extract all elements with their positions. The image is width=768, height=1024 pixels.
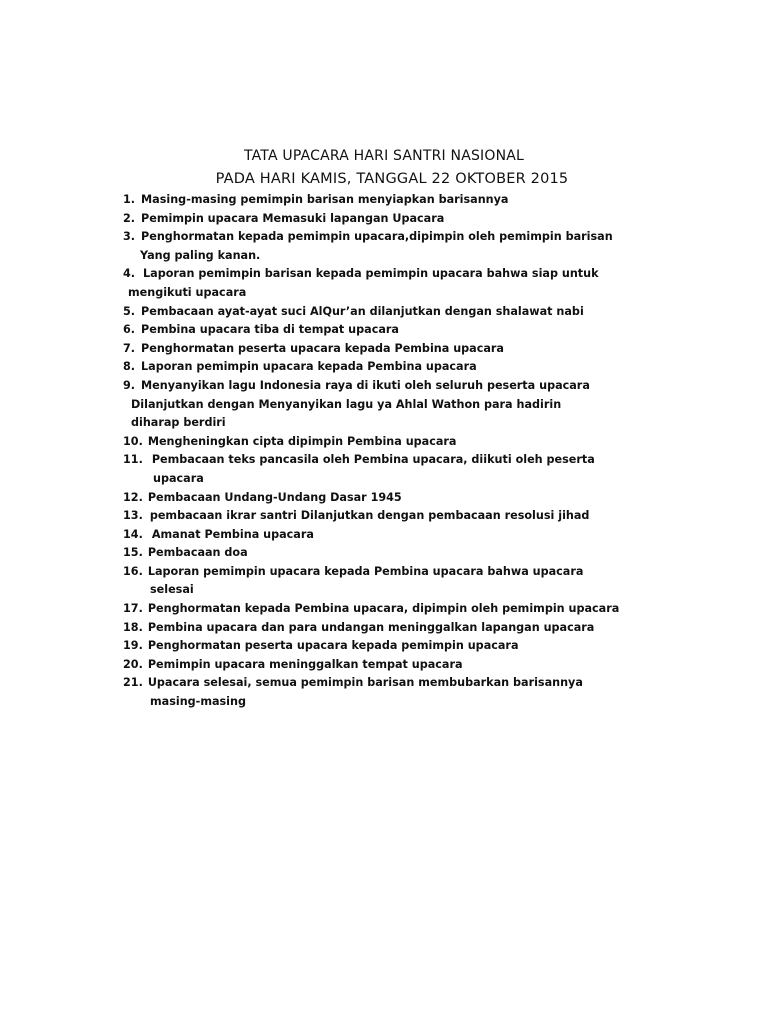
agenda-item-number: 14. (123, 527, 143, 541)
agenda-item-text: Penghormatan peserta upacara kepada pemimpin upacara (147, 639, 519, 653)
agenda-item-number: 2. (123, 211, 136, 225)
agenda-item-text: Penghormatan kepada pemimpin upacara,dipimpin oleh pemimpin barisan (141, 230, 613, 244)
agenda-item-line (123, 191, 643, 210)
agenda-item-text: Pembacaan ayat-ayat suci AlQur’an dilanjutkan dengan shalawat nabi (141, 304, 584, 318)
agenda-item (123, 265, 643, 302)
agenda-list (123, 191, 643, 712)
agenda-item-text: pembacaan ikrar santri Dilanjutkan dengan pembacaan resolusi jihad (149, 509, 590, 523)
agenda-item-text: Laporan pemimpin upacara kepada Pembina upacara bahwa upacara (147, 564, 584, 578)
agenda-item-line (123, 451, 643, 470)
agenda-item-number: 12. (123, 490, 143, 504)
agenda-item-number: 5. (123, 304, 136, 318)
agenda-item-text: Upacara selesai, semua pemimpin barisan membubarkan barisannya (147, 676, 583, 690)
agenda-item-line (123, 637, 643, 656)
agenda-item (123, 340, 643, 359)
agenda-item-line (123, 210, 643, 229)
agenda-item-number: 4. (123, 267, 136, 281)
agenda-item-line (123, 526, 643, 545)
agenda-item-text: Pembacaan Undang-Undang Dasar 1945 (147, 490, 402, 504)
agenda-item-number: 11. (123, 453, 143, 467)
agenda-item-number: 16. (123, 564, 143, 578)
agenda-item-continuation: mengikuti upacara (128, 285, 247, 299)
agenda-item (123, 210, 643, 229)
agenda-item (123, 526, 643, 545)
agenda-item (123, 191, 643, 210)
agenda-item (123, 507, 643, 526)
agenda-item-text: Pemimpin upacara Memasuki lapangan Upacara (141, 211, 445, 225)
document-title-line-1: TATA UPACARA HARI SANTRI NASIONAL (243, 148, 525, 164)
agenda-item-continuation: Yang paling kanan. (140, 248, 261, 262)
agenda-item (123, 358, 643, 377)
agenda-item (123, 228, 643, 265)
document-title-line-2: PADA HARI KAMIS, TANGGAL 22 OKTOBER 2015 (215, 171, 569, 187)
agenda-item-number: 3. (123, 230, 136, 244)
agenda-item-number: 1. (123, 193, 136, 206)
agenda-item-text: Pembina upacara tiba di tempat upacara (141, 323, 399, 337)
agenda-item-line (123, 507, 643, 526)
agenda-item-number: 9. (123, 378, 136, 392)
agenda-item-number: 6. (123, 323, 136, 337)
agenda-item-number: 17. (123, 602, 143, 616)
agenda-item (123, 637, 643, 656)
agenda-item-text: Menyanyikan lagu Indonesia raya di ikuti oleh seluruh peserta upacara (141, 378, 590, 392)
agenda-item (123, 489, 643, 508)
agenda-item (123, 544, 643, 563)
agenda-item (123, 451, 643, 488)
agenda-item-line (123, 674, 643, 693)
agenda-item (123, 563, 643, 600)
agenda-item-continuation: upacara (153, 471, 204, 485)
agenda-item-text: Pembina upacara dan para undangan meninggalkan lapangan upacara (147, 620, 595, 634)
agenda-item (123, 321, 643, 340)
agenda-item-number: 19. (123, 639, 143, 653)
agenda-item-text: Pembacaan teks pancasila oleh Pembina upacara, diikuti oleh peserta (151, 453, 595, 467)
agenda-item-text: Pemimpin upacara meninggalkan tempat upacara (147, 657, 463, 671)
agenda-item-line (123, 433, 643, 452)
agenda-item-number: 13. (123, 509, 143, 523)
agenda-item-line (123, 377, 643, 396)
agenda-item-number: 21. (123, 676, 143, 690)
agenda-item-line (123, 544, 643, 563)
agenda-item-line (123, 265, 643, 284)
agenda-item (123, 656, 643, 675)
agenda-item-line (123, 340, 643, 359)
agenda-item-line (123, 563, 643, 582)
agenda-item (123, 674, 643, 711)
agenda-item-number: 15. (123, 546, 143, 560)
agenda-item-continuation: Dilanjutkan dengan Menyanyikan lagu ya Ahlal Wathon para hadirin (131, 397, 562, 411)
agenda-item-text: Amanat Pembina upacara (151, 527, 314, 541)
agenda-item-line (123, 321, 643, 340)
agenda-item-text: Laporan pemimpin upacara kepada Pembina upacara (141, 360, 477, 374)
agenda-item (123, 600, 643, 619)
agenda-item-line (123, 358, 643, 377)
agenda-item-text: Penghormatan kepada Pembina upacara, dipimpin oleh pemimpin upacara (147, 602, 620, 616)
agenda-item (123, 303, 643, 322)
agenda-item-number: 20. (123, 657, 143, 671)
agenda-item-line (123, 489, 643, 508)
agenda-item-text: Laporan pemimpin barisan kepada pemimpin upacara bahwa siap untuk (143, 267, 599, 281)
agenda-item-line (123, 228, 643, 247)
agenda-item-text: Pembacaan doa (147, 546, 248, 560)
agenda-item-number: 18. (123, 620, 143, 634)
agenda-item (123, 433, 643, 452)
agenda-item (123, 377, 643, 433)
agenda-item-line (123, 619, 643, 638)
agenda-item-number: 8. (123, 360, 136, 374)
agenda-item-line (123, 303, 643, 322)
agenda-item-text: Penghormatan peserta upacara kepada Pembina upacara (141, 341, 504, 355)
agenda-item-text: Mengheningkan cipta dipimpin Pembina upacara (147, 434, 457, 448)
agenda-item-line (123, 656, 643, 675)
agenda-item-text: Masing-masing pemimpin barisan menyiapkan barisannya (141, 193, 509, 206)
agenda-item (123, 619, 643, 638)
agenda-item-continuation: masing-masing (150, 695, 246, 709)
agenda-item-continuation: diharap berdiri (131, 416, 226, 430)
agenda-item-line (123, 600, 643, 619)
agenda-item-continuation: selesai (150, 583, 194, 597)
agenda-item-number: 7. (123, 341, 136, 355)
agenda-item-number: 10. (123, 434, 143, 448)
